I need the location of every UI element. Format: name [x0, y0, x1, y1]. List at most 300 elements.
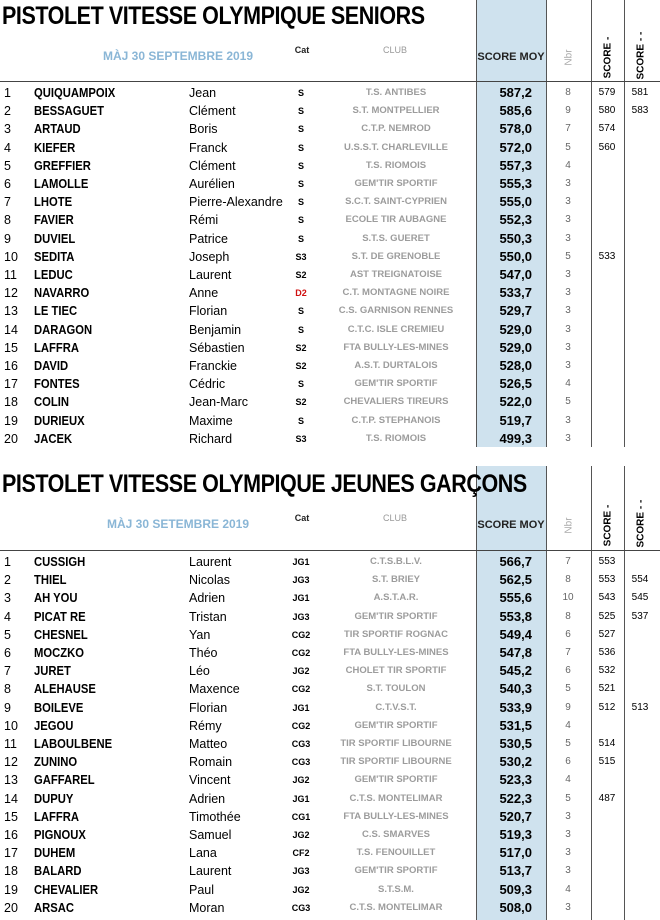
rank-cell: 10	[4, 249, 18, 264]
category-cell: JG3	[292, 866, 310, 877]
name-cell: DUVIEL	[34, 231, 76, 246]
rank-cell: 20	[4, 431, 18, 446]
table-row	[0, 680, 660, 698]
category-cell: JG2	[292, 830, 310, 840]
name-cell: ARTAUD	[34, 122, 81, 137]
club-cell: A.S.T. DURTALOIS	[354, 360, 438, 371]
nbr-cell: 7	[565, 123, 571, 135]
score-1-cell: 487	[598, 792, 616, 804]
nbr-cell: 5	[565, 683, 571, 695]
club-cell: U.S.S.T. CHARLEVILLE	[344, 141, 448, 153]
score-moy-cell: 540,3	[499, 681, 532, 697]
category-cell: CG2	[291, 629, 311, 640]
category-cell: D2	[295, 288, 307, 299]
category-cell: JG2	[292, 884, 310, 895]
club-cell: S.T.S.M.	[378, 883, 414, 895]
nbr-cell: 3	[565, 865, 571, 877]
score-2-cell: 583	[631, 105, 649, 117]
first-name-cell: Cédric	[189, 377, 226, 392]
header-score-moy: SCORE MOY	[477, 519, 545, 531]
score-moy-cell: 520,7	[499, 808, 532, 824]
nbr-cell: 3	[565, 414, 571, 426]
score-moy-cell: 555,3	[499, 176, 532, 191]
first-name-cell: Anne	[189, 286, 219, 301]
table-row	[0, 393, 660, 411]
score-moy-cell: 529,7	[499, 303, 532, 319]
name-cell: LABOULBENE	[34, 737, 113, 751]
name-cell: DAVID	[34, 359, 69, 373]
table-row	[0, 717, 660, 735]
score-1-cell: 543	[598, 592, 616, 604]
header-cat: Cat	[294, 45, 310, 55]
club-cell: C.S. GARNISON RENNES	[338, 305, 454, 317]
rank-cell: 8	[4, 682, 11, 697]
club-cell: S.T. BRIEY	[371, 574, 421, 586]
club-cell: FTA BULLY-LES-MINES	[343, 810, 449, 822]
first-name-cell: Romain	[189, 755, 233, 770]
first-name-cell: Sébastien	[189, 340, 245, 355]
score-moy-cell: 523,3	[499, 772, 532, 788]
header-score-1: SCORE -	[602, 36, 614, 79]
nbr-cell: 5	[565, 792, 571, 804]
score-1-cell: 579	[598, 87, 616, 98]
table-row	[0, 735, 660, 753]
club-cell: C.T.S. MONTELIMAR	[349, 901, 443, 913]
nbr-cell: 3	[565, 178, 571, 189]
name-cell: FAVIER	[34, 213, 74, 228]
first-name-cell: Jean-Marc	[189, 395, 249, 410]
rank-cell: 15	[4, 340, 18, 355]
rank-cell: 7	[4, 195, 11, 210]
first-name-cell: Lana	[189, 846, 217, 861]
club-cell: FTA BULLY-LES-MINES	[343, 647, 449, 658]
table-row	[0, 266, 660, 284]
table-row	[0, 662, 660, 680]
nbr-cell: 3	[565, 829, 571, 840]
name-cell: ARSAC	[34, 900, 75, 915]
name-cell: CHESNEL	[34, 627, 88, 642]
nbr-cell: 6	[565, 756, 571, 768]
name-cell: JURET	[34, 664, 71, 679]
first-name-cell: Richard	[189, 431, 233, 446]
score-moy-cell: 550,0	[499, 248, 532, 264]
score-2-cell: 581	[631, 87, 649, 98]
name-cell: LAFFRA	[34, 809, 79, 824]
rank-cell: 1	[4, 86, 11, 100]
nbr-cell: 3	[565, 847, 571, 859]
rank-cell: 11	[4, 268, 17, 282]
first-name-cell: Clément	[189, 104, 236, 119]
first-name-cell: Adrien	[189, 791, 226, 806]
club-cell: CHEVALIERS TIREURS	[343, 396, 449, 408]
score-moy-cell: 522,0	[499, 394, 532, 410]
category-cell: S	[297, 142, 304, 153]
first-name-cell: Tristan	[189, 609, 227, 624]
name-cell: DARAGON	[34, 322, 93, 337]
table-row	[0, 302, 660, 320]
score-moy-cell: 557,3	[499, 157, 532, 173]
table-row	[0, 771, 660, 789]
nbr-cell: 4	[565, 159, 571, 171]
table-row	[0, 899, 660, 917]
category-cell: CG3	[291, 902, 311, 913]
club-cell: C.S. SMARVES	[362, 829, 430, 840]
score-moy-cell: 522,3	[499, 790, 532, 806]
club-cell: C.T. MONTAGNE NOIRE	[342, 287, 450, 299]
score-2-cell: 513	[631, 701, 649, 713]
rank-cell: 11	[4, 737, 17, 751]
club-cell: GEM'TIR SPORTIF	[354, 378, 438, 390]
club-cell: TIR SPORTIF LIBOURNE	[340, 738, 452, 749]
first-name-cell: Florian	[189, 304, 228, 319]
first-name-cell: Laurent	[189, 268, 232, 282]
nbr-cell: 5	[565, 250, 571, 262]
club-cell: S.T. TOULON	[366, 683, 426, 695]
table-row	[0, 608, 660, 626]
nbr-cell: 4	[565, 719, 571, 731]
score-1-cell: 521	[598, 683, 616, 695]
score-1-cell: 553	[598, 574, 616, 586]
club-cell: GEM'TIR SPORTIF	[354, 774, 438, 786]
score-1-cell: 515	[598, 756, 616, 768]
rank-cell: 15	[4, 809, 18, 824]
nbr-cell: 5	[565, 738, 571, 749]
name-cell: THIEL	[34, 573, 67, 588]
nbr-cell: 9	[565, 105, 571, 117]
nbr-cell: 3	[565, 305, 571, 317]
club-cell: TIR SPORTIF LIBOURNE	[340, 756, 452, 768]
table-row	[0, 357, 660, 375]
name-cell: ALEHAUSE	[34, 682, 96, 697]
header-nbr: Nbr	[563, 517, 575, 534]
rank-cell: 9	[4, 700, 11, 715]
name-cell: PICAT RE	[34, 609, 86, 624]
name-cell: SEDITA	[34, 249, 75, 264]
rank-cell: 13	[4, 304, 18, 319]
club-cell: FTA BULLY-LES-MINES	[343, 341, 449, 353]
table-row	[0, 84, 660, 102]
name-cell: BALARD	[34, 864, 82, 879]
header-score-1: SCORE -	[602, 504, 614, 547]
name-cell: JACEK	[34, 431, 73, 446]
first-name-cell: Maxence	[189, 682, 240, 697]
first-name-cell: Laurent	[189, 555, 232, 569]
score-moy-cell: 562,5	[499, 572, 532, 588]
nbr-cell: 3	[565, 196, 571, 208]
name-cell: LEDUC	[34, 268, 73, 282]
nbr-cell: 7	[565, 556, 571, 567]
name-cell: CHEVALIER	[34, 882, 99, 897]
club-cell: T.S. RIOMOIS	[365, 432, 427, 444]
score-moy-cell: 550,3	[499, 230, 532, 246]
category-cell: CG2	[291, 648, 311, 658]
nbr-cell: 10	[562, 592, 574, 604]
first-name-cell: Patrice	[189, 231, 228, 246]
score-moy-cell: 531,5	[499, 717, 532, 733]
first-name-cell: Jean	[189, 86, 217, 100]
first-name-cell: Laurent	[189, 864, 232, 879]
score-moy-cell: 513,7	[499, 863, 532, 879]
table-row	[0, 175, 660, 193]
category-cell: CG3	[291, 739, 311, 749]
table-row	[0, 412, 660, 430]
first-name-cell: Yan	[189, 627, 211, 642]
nbr-cell: 3	[565, 269, 571, 280]
name-cell: KIEFER	[34, 140, 76, 155]
nbr-cell: 4	[565, 774, 571, 786]
score-moy-cell: 572,0	[499, 139, 532, 155]
score-moy-cell: 528,0	[499, 358, 532, 373]
score-moy-cell: 553,8	[499, 608, 532, 624]
nbr-cell: 3	[565, 232, 571, 244]
score-moy-cell: 545,2	[499, 663, 532, 679]
club-cell: AST TREIGNATOISE	[349, 269, 443, 280]
nbr-cell: 3	[565, 287, 571, 299]
nbr-cell: 5	[565, 141, 571, 153]
category-cell: S	[297, 179, 304, 189]
table-row	[0, 248, 660, 266]
score-moy-cell: 566,7	[499, 554, 532, 569]
category-cell: S2	[295, 270, 307, 280]
club-cell: CHOLET TIR SPORTIF	[345, 665, 447, 677]
score-1-cell: 580	[598, 105, 616, 117]
name-cell: LAMOLLE	[34, 177, 89, 191]
table-row	[0, 284, 660, 302]
score-1-cell: 560	[598, 141, 616, 153]
score-1-cell: 527	[598, 628, 616, 640]
category-cell: S	[297, 415, 304, 426]
nbr-cell: 6	[565, 665, 571, 677]
score-moy-cell: 585,6	[499, 103, 532, 119]
nbr-cell: 3	[565, 214, 571, 226]
table-row	[0, 339, 660, 357]
first-name-cell: Léo	[189, 664, 210, 679]
club-cell: C.T.S. MONTELIMAR	[349, 792, 443, 804]
rank-cell: 19	[4, 882, 18, 897]
table-row	[0, 193, 660, 211]
score-moy-cell: 519,7	[499, 412, 532, 428]
name-cell: PIGNOUX	[34, 828, 86, 842]
score-moy-cell: 587,2	[499, 85, 532, 100]
club-cell: ECOLE TIR AUBAGNE	[345, 214, 447, 226]
score-1-cell: 532	[598, 665, 616, 677]
rank-cell: 14	[4, 791, 18, 806]
nbr-cell: 3	[565, 432, 571, 444]
rank-cell: 8	[4, 213, 11, 228]
score-moy-cell: 547,8	[499, 645, 532, 660]
nbr-cell: 3	[565, 810, 571, 822]
header-cat: Cat	[294, 513, 310, 523]
club-cell: S.T. MONTPELLIER	[352, 105, 440, 117]
category-cell: JG1	[292, 702, 310, 713]
first-name-cell: Théo	[189, 646, 218, 660]
score-moy-cell: 578,0	[499, 121, 532, 137]
club-cell: S.T.S. GUERET	[362, 232, 430, 244]
score-moy-cell: 547,0	[499, 267, 532, 282]
rank-cell: 16	[4, 359, 18, 373]
score-moy-cell: 529,0	[499, 321, 532, 337]
club-cell: C.T.P. NEMROD	[361, 123, 431, 135]
rank-cell: 2	[4, 104, 11, 119]
category-cell: S2	[295, 342, 307, 353]
score-2-cell: 545	[631, 592, 649, 604]
category-cell: CG2	[291, 720, 311, 731]
category-cell: CG3	[291, 757, 311, 768]
category-cell: S3	[295, 251, 307, 262]
nbr-cell: 3	[565, 341, 571, 353]
score-moy-cell: 555,0	[499, 194, 532, 210]
rank-cell: 2	[4, 573, 11, 588]
table-row	[0, 553, 660, 571]
rank-cell: 3	[4, 591, 11, 606]
score-2-cell: 537	[631, 610, 649, 622]
first-name-cell: Pierre-Alexandre	[189, 195, 283, 210]
rank-cell: 16	[4, 828, 18, 842]
rank-cell: 1	[4, 555, 11, 569]
club-cell: C.T.V.S.T.	[375, 701, 417, 713]
section-title: PISTOLET VITESSE OLYMPIQUE JEUNES GARÇONS	[2, 470, 527, 498]
score-1-cell: 514	[598, 738, 616, 749]
rank-cell: 13	[4, 773, 18, 788]
score-moy-cell: 499,3	[499, 430, 532, 446]
rank-cell: 9	[4, 231, 11, 246]
score-moy-cell: 509,3	[499, 881, 532, 897]
club-cell: S.T. DE GRENOBLE	[351, 250, 441, 262]
nbr-cell: 4	[565, 883, 571, 895]
score-moy-cell: 530,5	[499, 736, 532, 751]
nbr-cell: 8	[565, 574, 571, 586]
first-name-cell: Samuel	[189, 828, 232, 842]
category-cell: JG1	[292, 793, 310, 804]
rank-cell: 18	[4, 395, 18, 410]
name-cell: FONTES	[34, 377, 80, 392]
table-row	[0, 808, 660, 826]
name-cell: GAFFAREL	[34, 773, 95, 788]
first-name-cell: Joseph	[189, 249, 230, 264]
first-name-cell: Franckie	[189, 359, 237, 373]
club-cell: S.C.T. SAINT-CYPRIEN	[345, 196, 447, 208]
table-row	[0, 644, 660, 662]
table-row	[0, 790, 660, 808]
category-cell: JG3	[292, 575, 310, 586]
header-club: CLUB	[382, 45, 407, 55]
name-cell: COLIN	[34, 395, 70, 410]
table-row	[0, 120, 660, 138]
score-1-cell: 536	[598, 647, 616, 658]
category-cell: CG1	[291, 811, 311, 822]
table-row	[0, 157, 660, 175]
section-title: PISTOLET VITESSE OLYMPIQUE SENIORS	[2, 2, 425, 30]
category-cell: S	[297, 233, 304, 244]
header-score-moy: SCORE MOY	[477, 51, 545, 63]
category-cell: S	[297, 106, 304, 117]
first-name-cell: Florian	[189, 700, 228, 715]
club-cell: C.T.C. ISLE CREMIEU	[347, 323, 445, 335]
category-cell: S	[297, 379, 304, 390]
club-cell: TIR SPORTIF ROGNAC	[344, 628, 448, 640]
first-name-cell: Moran	[189, 900, 225, 915]
score-moy-cell: 552,3	[499, 212, 532, 228]
rank-cell: 10	[4, 718, 18, 733]
nbr-cell: 8	[565, 610, 571, 622]
first-name-cell: Paul	[189, 882, 215, 897]
score-2-cell: 554	[631, 574, 649, 586]
category-cell: S	[297, 197, 304, 208]
club-cell: T.S. FENOUILLET	[356, 847, 436, 859]
table-row	[0, 753, 660, 771]
score-moy-cell: 508,0	[499, 899, 532, 915]
rank-cell: 19	[4, 413, 18, 428]
category-cell: CF2	[292, 848, 310, 859]
first-name-cell: Maxime	[189, 413, 233, 428]
score-1-cell: 553	[598, 556, 616, 567]
first-name-cell: Nicolas	[189, 573, 230, 588]
rank-cell: 18	[4, 864, 18, 879]
nbr-cell: 6	[565, 628, 571, 640]
category-cell: CG2	[291, 684, 311, 695]
table-row	[0, 589, 660, 607]
name-cell: MOCZKO	[34, 646, 85, 660]
score-1-cell: 525	[598, 610, 616, 622]
score-moy-cell: 517,0	[499, 845, 532, 861]
first-name-cell: Matteo	[189, 737, 228, 751]
table-row	[0, 321, 660, 339]
name-cell: ZUNINO	[34, 755, 78, 770]
first-name-cell: Rémy	[189, 718, 222, 733]
header-nbr: Nbr	[563, 49, 575, 66]
name-cell: AH YOU	[34, 591, 78, 606]
name-cell: JEGOU	[34, 718, 74, 733]
name-cell: NAVARRO	[34, 286, 90, 301]
rank-cell: 17	[4, 377, 18, 392]
first-name-cell: Benjamin	[189, 322, 242, 337]
table-row	[0, 430, 660, 448]
score-1-cell: 533	[598, 250, 616, 262]
category-cell: S	[297, 324, 304, 335]
rank-cell: 4	[4, 609, 11, 624]
first-name-cell: Adrien	[189, 591, 226, 606]
category-cell: JG2	[292, 666, 310, 677]
first-name-cell: Aurélien	[189, 177, 235, 191]
name-cell: QUIQUAMPOIX	[34, 86, 116, 100]
category-cell: S2	[295, 361, 307, 371]
nbr-cell: 3	[565, 901, 571, 913]
category-cell: JG3	[292, 611, 310, 622]
name-cell: DURIEUX	[34, 413, 85, 428]
table-row	[0, 230, 660, 248]
table-row	[0, 139, 660, 157]
score-moy-cell: 530,2	[499, 754, 532, 770]
first-name-cell: Boris	[189, 122, 218, 137]
name-cell: DUPUY	[34, 791, 74, 806]
update-date: MÀJ 30 SETEMBRE 2019	[106, 517, 250, 531]
score-moy-cell: 555,6	[499, 590, 532, 606]
score-moy-cell: 526,5	[499, 376, 532, 392]
category-cell: S	[297, 160, 304, 171]
score-moy-cell: 519,3	[499, 827, 532, 842]
nbr-cell: 8	[565, 87, 571, 98]
table-row	[0, 211, 660, 229]
club-cell: GEM'TIR SPORTIF	[354, 178, 438, 189]
category-cell: JG1	[292, 557, 310, 567]
nbr-cell: 9	[565, 701, 571, 713]
table-row	[0, 881, 660, 899]
rank-cell: 17	[4, 846, 18, 861]
rank-cell: 12	[4, 755, 18, 770]
category-cell: S	[297, 215, 304, 226]
rank-cell: 4	[4, 140, 11, 155]
table-row	[0, 571, 660, 589]
